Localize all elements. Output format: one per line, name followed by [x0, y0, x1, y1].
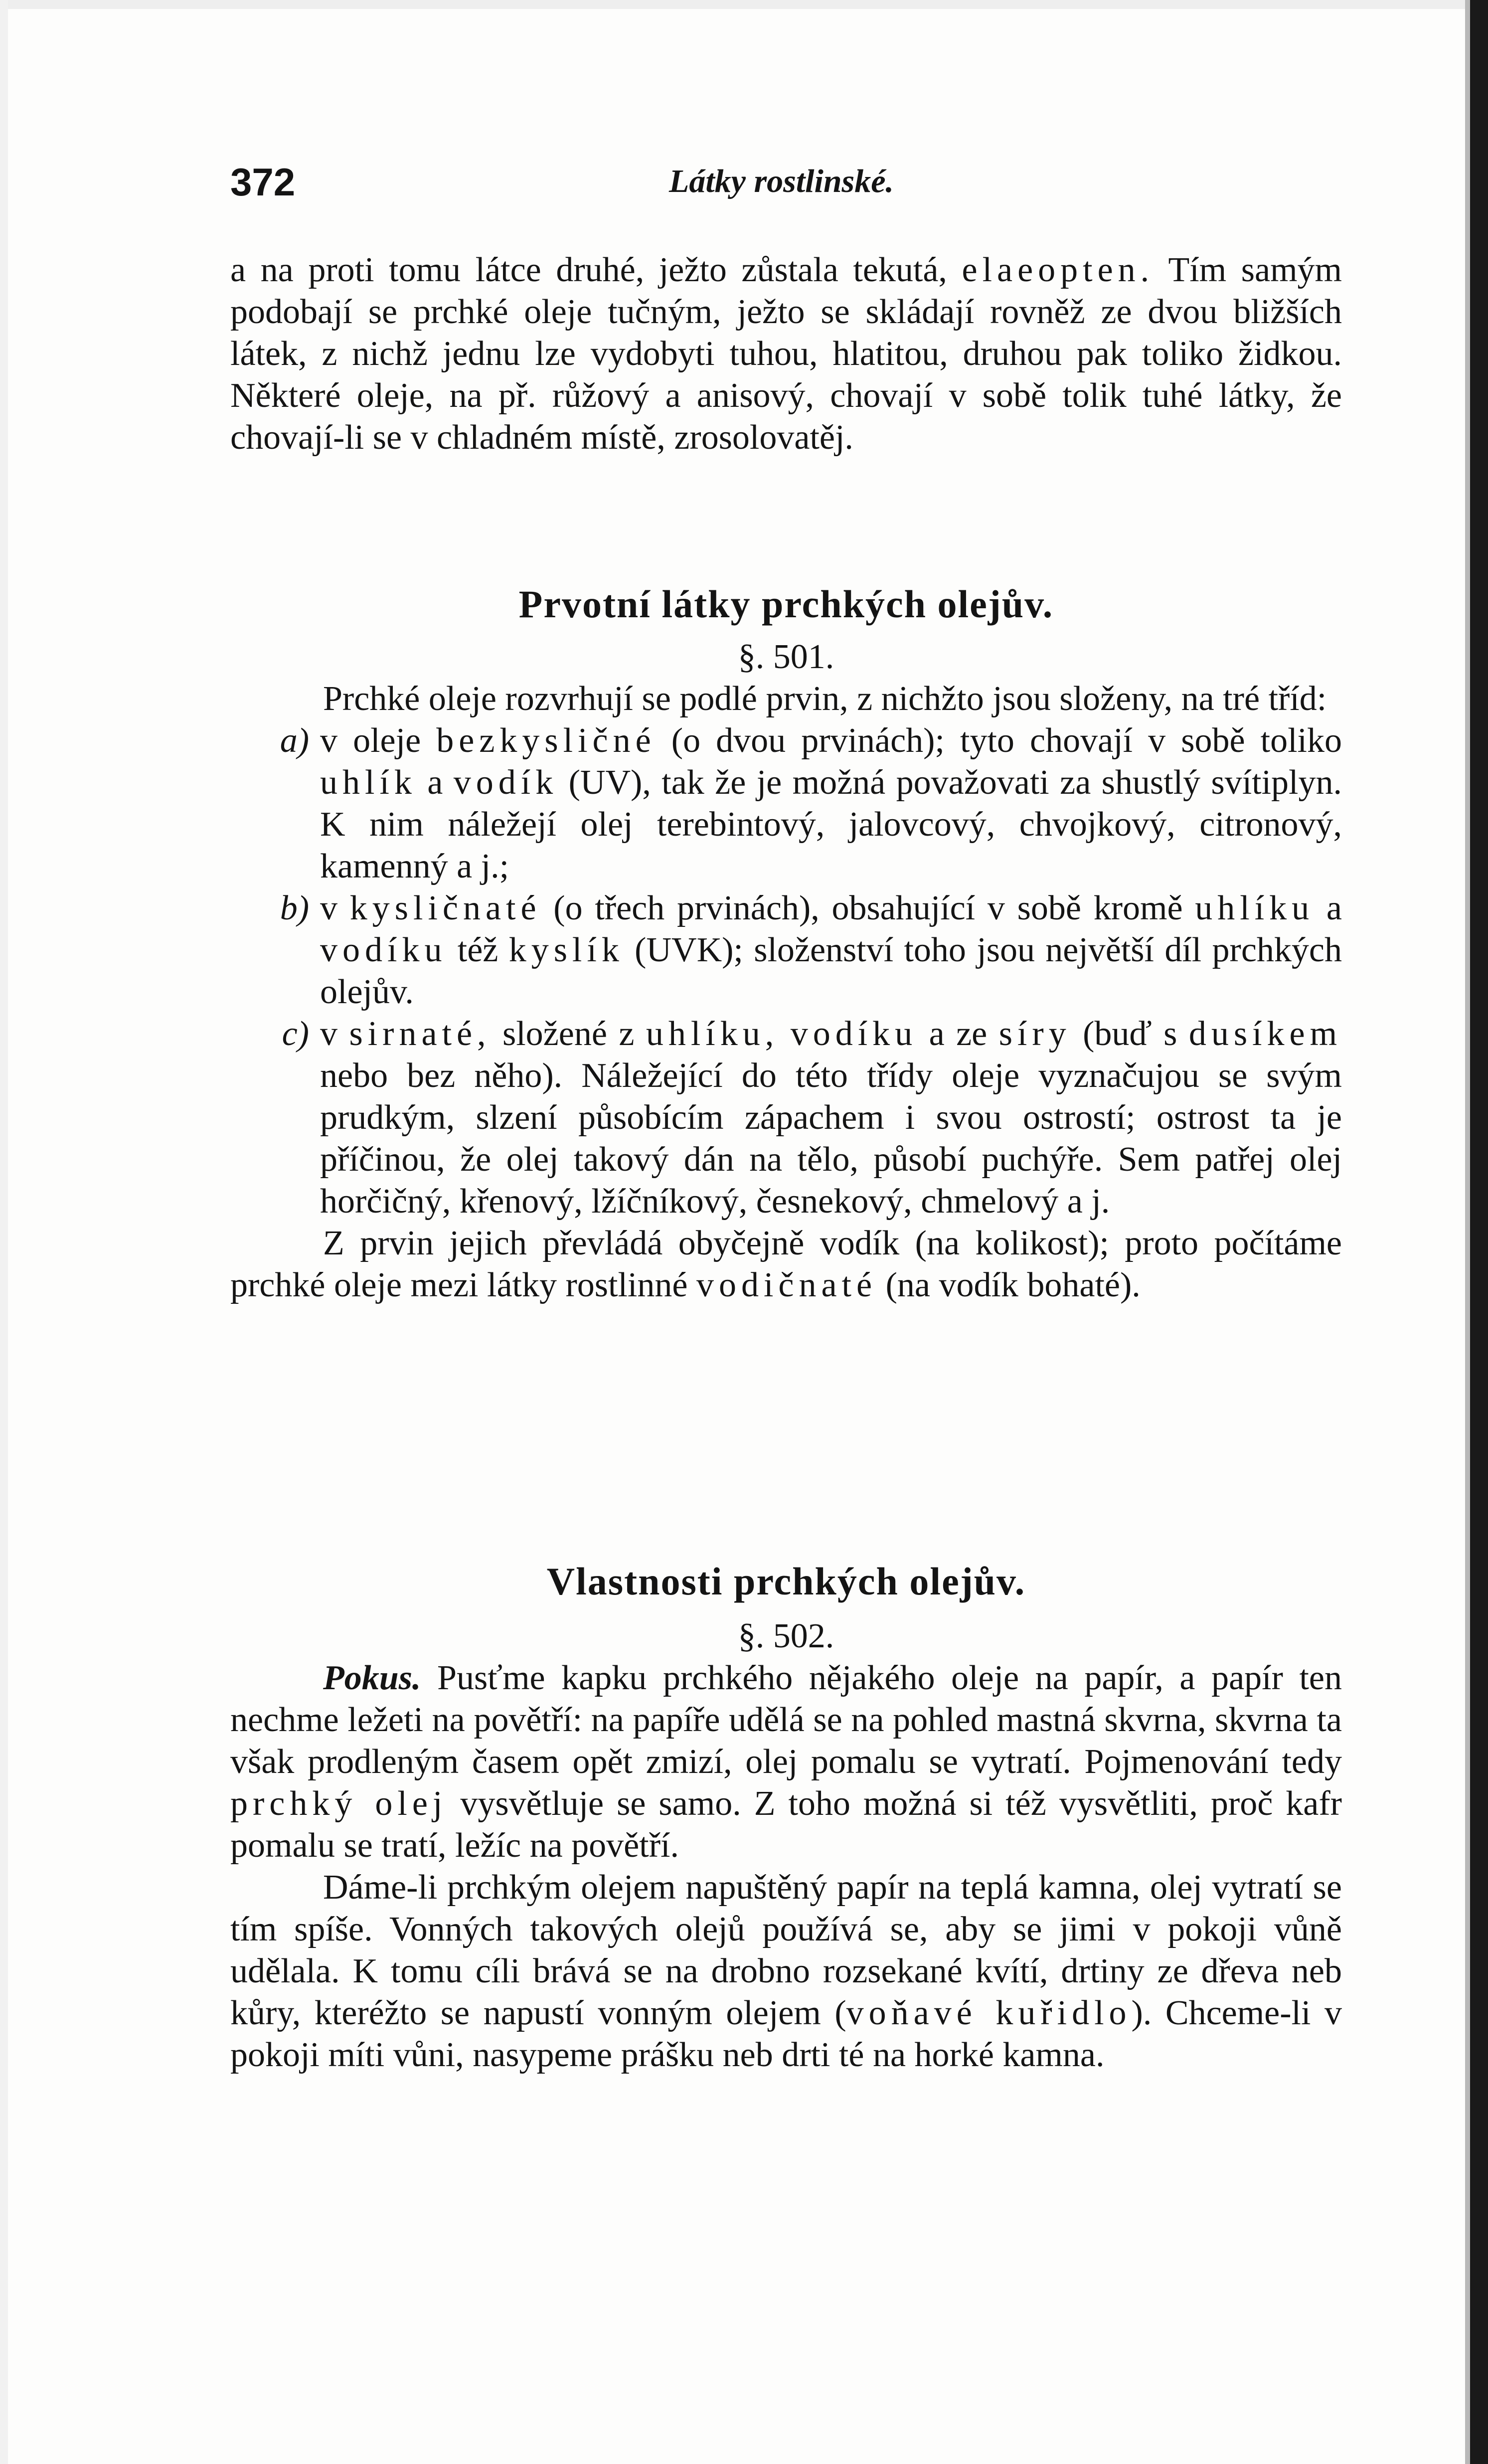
- section-heading-properties: Vlastnosti prchkých olejův.: [546, 1560, 1026, 1603]
- item-text: nebo bez něho). Náležející do této třídy oleje vyznačujou se svým prudkým, slzení působícím zápachem i svou ostrostí; ostrost ta je příčinou, že olej takový dán na tělo, působí puchýře. Sem patřej olej horčičný, křenový, lžíčníkový, česnekový, chmelový a j.: [320, 1056, 1342, 1221]
- item-text: a: [1314, 889, 1342, 927]
- section-502: [230, 1561, 1342, 2076]
- item-term: uhlíku: [1195, 889, 1315, 927]
- intro-text-2: Tím samým podobají se prchké oleje tučným, ježto se skládají rovněž ze dvou bližších látek, z nichž jednu lze vydobyti tuhou, hlatitou, druhou pak toliko židkou. Některé oleje, na př. růžový a anisový, chovají v sobě tolik tuhé látky, že chovají-li se v chladném místě, zrosolovatěj.: [230, 251, 1342, 457]
- item-text: v: [320, 1015, 349, 1053]
- page-top-edge: [0, 0, 1488, 9]
- closing-text: Z prvin jejich převládá obyčejně vodík (na kolikost); proto počítáme prchké oleje mezi látky rostlinné: [230, 1224, 1342, 1304]
- closing-text: (na vodík bohaté).: [877, 1266, 1141, 1304]
- section-number-502: §. 502.: [738, 1617, 834, 1655]
- item-text: v: [320, 889, 350, 927]
- list-label: c): [282, 1015, 309, 1053]
- item-term: dusíkem: [1188, 1015, 1342, 1053]
- experiment-text: Pusťme kapku prchkého nějakého oleje na papír, a papír ten nechme ležeti na povětří: na papíře udělá se na pohled mastná skvrna, skvrna ta však prodleným časem opět zmizí, olej pomalu se vytratí. Pojmenování tedy: [230, 1659, 1342, 1781]
- list-label: b): [280, 889, 309, 927]
- item-term: bezkysličné: [436, 721, 656, 760]
- fragrance-text: ). Chceme-li v pokoji míti vůni, nasypeme prášku neb drti té na horké kamna.: [230, 1994, 1342, 2074]
- page-number: 372: [230, 160, 296, 204]
- running-title: Látky rostlinské.: [669, 163, 894, 199]
- item-text: v oleje: [320, 721, 437, 760]
- item-term: kysličnaté: [349, 889, 541, 927]
- page-header: [230, 160, 1342, 209]
- list-item-b: [230, 887, 1342, 1013]
- section-501-intro: Prchké oleje rozvrhují se podlé prvin, z nichžto jsou složeny, na tré tříd:: [323, 680, 1327, 718]
- item-text: (buď s: [1071, 1015, 1189, 1053]
- intro-text-1: a na proti tomu látce druhé, ježto zůstala tekutá,: [230, 251, 962, 289]
- experiment-term: prchký olej: [230, 1784, 448, 1823]
- fragrance-term: voňavé kuřidlo: [846, 1994, 1132, 2032]
- item-text: a ze: [917, 1015, 999, 1053]
- item-text: a: [416, 763, 454, 802]
- experiment-lead: Pokus.: [323, 1659, 421, 1697]
- intro-paragraph: [230, 249, 1342, 459]
- item-term: vodíku: [790, 1015, 918, 1053]
- list-item-body: [320, 1013, 1342, 1223]
- list-item-body: [320, 720, 1342, 887]
- section-heading-primary-substances: Prvotní látky prchkých olejův.: [518, 582, 1054, 626]
- fragrance-paragraph: [230, 1867, 1342, 2076]
- item-term: kyslík: [508, 931, 624, 969]
- item-text: (UV), tak že je možná považovati za shustlý svítiplyn. K nim náležejí olej terebintový, jalovcový, chvojkový, citronový, kamenný a j.;: [320, 763, 1342, 885]
- item-text: (o třech prvinách), obsahující v sobě kromě: [541, 889, 1195, 927]
- item-term: vodík: [453, 763, 558, 802]
- experiment-paragraph: [230, 1657, 1342, 1867]
- section-501-closing: [230, 1223, 1342, 1306]
- fragrance-text: Dáme-li prchkým olejem napuštěný papír na teplá kamna, olej vytratí se tím spíše. Vonných takových olejů používá se, aby se jimi v pokoji vůně udělala. K tomu cíli brává se na drobno rozsekané kvítí, drtiny ze dřeva neb kůry, kteréžto se napustí vonným olejem (: [230, 1868, 1342, 2032]
- closing-term: vodičnaté: [696, 1266, 877, 1304]
- item-term: vodíku: [320, 931, 447, 969]
- list-item-a: [230, 720, 1342, 887]
- section-number-501: §. 501.: [738, 638, 834, 676]
- list-item-c: [230, 1013, 1342, 1223]
- page-right-edge: [1470, 0, 1488, 2464]
- item-text: složené z: [491, 1015, 646, 1053]
- item-text: (o dvou prvinách); tyto chovají v sobě toliko: [656, 721, 1342, 760]
- item-term: uhlíku,: [646, 1015, 779, 1053]
- experiment-text: vysvětluje se samo. Z toho možná si též vysvětliti, proč kafr pomalu se tratí, ležíc na povětří.: [230, 1784, 1342, 1865]
- intro-term: elaeopten.: [962, 251, 1155, 289]
- intro-block: [230, 249, 1342, 459]
- item-term: síry: [998, 1015, 1071, 1053]
- item-text: též: [447, 931, 509, 969]
- item-text: (UVK); složenství toho jsou největší díl prchkých olejův.: [320, 931, 1342, 1011]
- page-left-edge: [0, 0, 8, 2464]
- page-binding-shadow: [1465, 0, 1470, 2464]
- section-501: [230, 583, 1342, 1306]
- list-label: a): [280, 721, 309, 760]
- item-term: sirnaté,: [349, 1015, 491, 1053]
- item-term: uhlík: [320, 763, 417, 802]
- list-item-body: [320, 887, 1342, 1013]
- item-text: [779, 1015, 790, 1053]
